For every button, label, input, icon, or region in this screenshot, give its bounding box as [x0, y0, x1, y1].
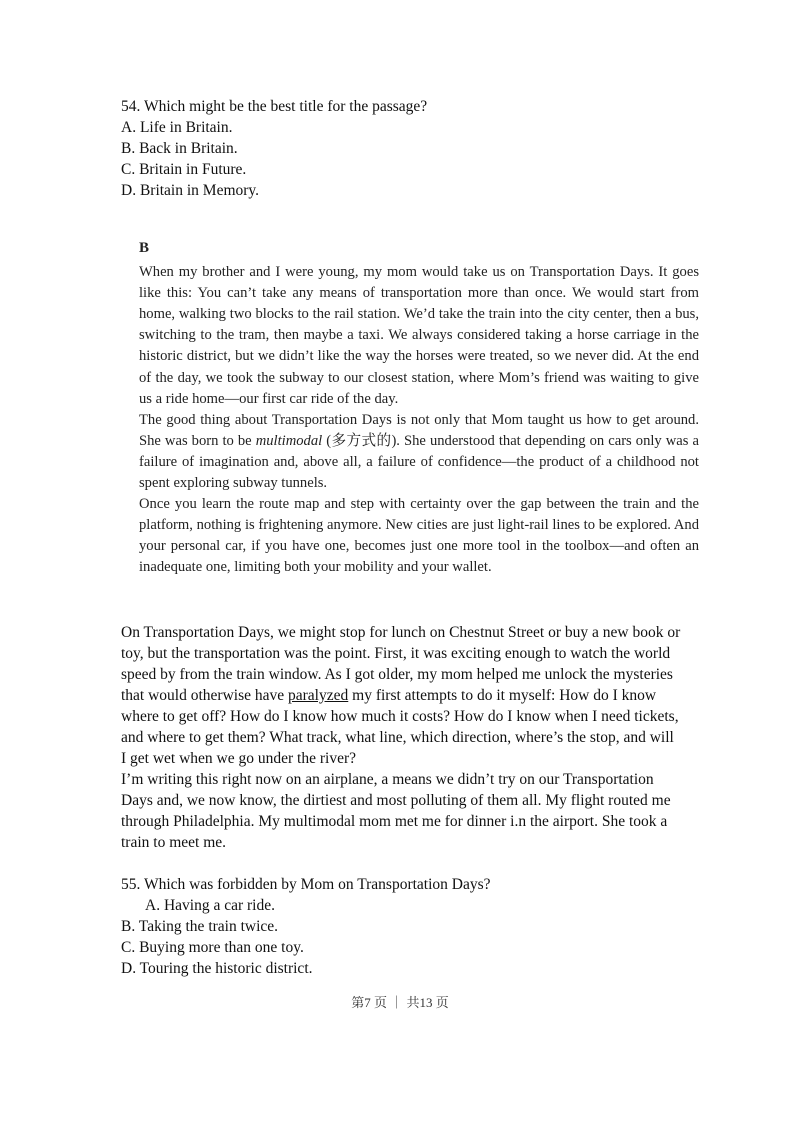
passage-b-paragraph-3: Once you learn the route map and step with certainty over the gap between the train and the platform, nothing is frightening anymore. New cities are just light-rail lines to be explored. And your personal car, if you have one, becomes just one more tool in the toolbox—and often an inadequate one, limiting both your mobility and your wallet.: [139, 496, 699, 576]
question-54-option-a: A. Life in Britain.: [121, 119, 233, 136]
passage-main-p1-text-end: my first attempts to do it myself: How do I know where to get off? How do I know how much it costs? How do I know when I need tickets, and where to get them? What track, what line, which direction, where’s the stop, and will I get wet when we go under the river?: [121, 687, 679, 767]
question-54: [121, 96, 427, 201]
question-54-option-c: C. Britain in Future.: [121, 161, 247, 178]
question-55-option-d: D. Touring the historic district.: [121, 960, 313, 977]
passage-b: [139, 238, 699, 579]
question-55-option-c: C. Buying more than one toy.: [121, 939, 304, 956]
question-55-option-a: A. Having a car ride.: [145, 897, 275, 914]
question-54-stem: 54. Which might be the best title for the passage?: [121, 98, 428, 115]
passage-main-paragraph-1: [121, 622, 681, 769]
passage-b-heading: B: [139, 240, 150, 256]
question-55: [121, 874, 491, 979]
question-54-option-d: D. Britain in Memory.: [121, 182, 260, 199]
passage-main-p1-text: On Transportation Days, we might stop for lunch on Chestnut Street or buy a new book or toy, but the transportation was the point. First, it was exciting enough to watch the world speed by from the train window. As I got older, my mom helped me unlock the mysteries that would otherwise have: [121, 624, 681, 704]
page-footer: 第7 页 ｜ 共13 页: [351, 995, 449, 1010]
question-54-option-b: B. Back in Britain.: [121, 140, 238, 157]
passage-main-paragraph-2: I’m writing this right now on an airplane, a means we didn’t try on our Transportation Days and, we now know, the dirtiest and most polluting of them all. My flight routed me through Philadelphia. My multimodal mom met me for dinner i.n the airport. She took a train to meet me.: [121, 771, 671, 851]
passage-b-paragraph-2: [139, 410, 699, 494]
passage-main: [121, 622, 681, 853]
question-55-option-b: B. Taking the train twice.: [121, 918, 279, 935]
passage-b-p2-italic: multimodal: [255, 432, 323, 449]
passage-b-paragraph-1: When my brother and I were young, my mom would take us on Transportation Days. It goes like this: You can’t take any means of transportation more than once. We would start from home, walking two blocks to the rail station. We’d take the train into the city center, then a bus, switching to the tram, then maybe a taxi. We always considered taking a horse carriage in the historic district, but we didn’t like the way the horses were treated, so we never did. At the end of the day, we took the subway to our closest station, where Mom’s friend was waiting to give us a ride home—our first car ride of the day.: [139, 264, 699, 407]
passage-b-p2-text: The good thing about Transportation Days is not only that Mom taught us how to get around. She was born to be: [139, 411, 699, 449]
question-55-stem: 55. Which was forbidden by Mom on Transportation Days?: [121, 876, 491, 893]
passage-b-p2-text-end: (多方式的). She understood that depending on cars only was a failure of imagination and, above all, a failure of confidence—the product of a childhood not spent exploring subway tunnels.: [139, 432, 699, 492]
passage-main-underlined-word: paralyzed: [288, 687, 349, 704]
